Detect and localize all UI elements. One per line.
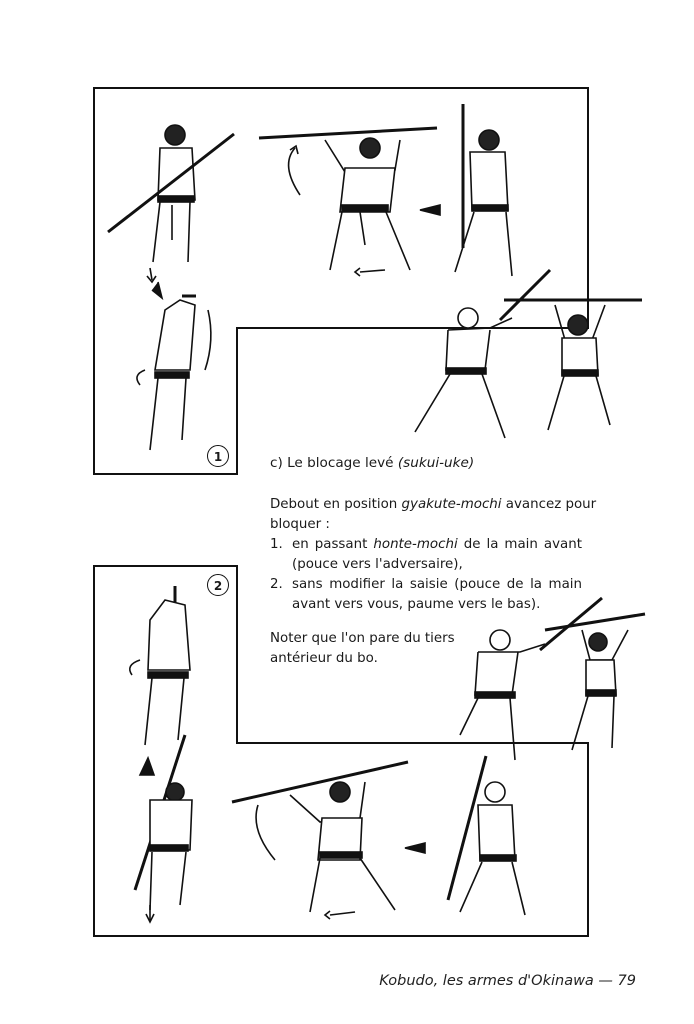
karateka-illustration [137,282,211,450]
karateka-illustration [259,128,440,276]
note-line-1: Noter que l'on pare du tiers [270,631,455,646]
karateka-illustration [130,586,192,922]
figure-2-frame [0,560,694,960]
intro-paragraph [270,495,597,535]
intro-text-end: avancez pour [501,497,597,512]
list-item [270,575,582,615]
list-item-text: sans modifier la saisie (pouce de la main avant vers vous, paume vers le bas). [292,577,582,612]
steps-list [270,535,582,615]
section-heading [270,455,474,471]
list-item-number: 1. [270,537,283,552]
karateka-illustration [460,598,645,760]
list-item-text-end: de la main avant (pouce vers l'adversaire), [292,537,582,572]
section-label: c) Le blocage levé [270,455,394,471]
figure-1-frame [0,0,694,480]
list-item-text: en passant [292,537,374,552]
page-footer: Kobudo, les armes d'Okinawa — 79 [379,973,636,989]
karateka-illustration [415,270,642,438]
karateka-illustration [448,756,525,915]
figure-1-number: 1 [207,445,229,467]
intro-term: gyakute-mochi [401,497,502,512]
list-item [270,535,582,575]
karateka-illustration [232,762,425,919]
intro-text: Debout en position [270,497,402,512]
note-line-2: antérieur du bo. [270,651,378,666]
list-item-term: honte-mochi [373,537,458,552]
note-paragraph [270,629,470,669]
list-item-number: 2. [270,577,283,592]
karateka-illustration [455,104,512,276]
figure-2-number: 2 [207,574,229,596]
karateka-illustration [108,125,234,282]
intro-line-2: bloquer : [270,517,330,532]
section-term: (sukui-uke) [397,455,475,471]
